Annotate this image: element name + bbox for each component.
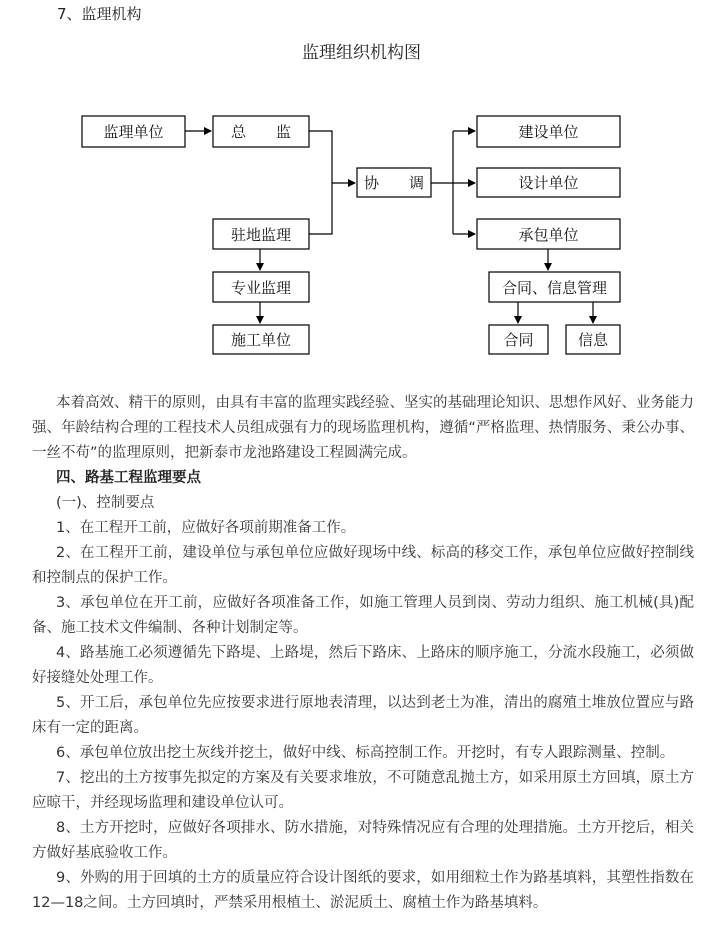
body-paragraph: 7、挖出的土方按事先拟定的方案及有关要求堆放，不可随意乱抛土方，如采用原土方回填，原土方应晾干，并经现场监理和建设单位认可。 xyxy=(32,770,694,811)
svg-text:协 调: 协 调 xyxy=(363,174,425,192)
svg-text:专业监理: 专业监理 xyxy=(230,279,292,297)
body-paragraph: 8、土方开挖时，应做好各项排水、防水措施，对特殊情况应有合理的处理措施。土方开挖后，相关方做好基底验收工作。 xyxy=(32,820,694,861)
node-coordinate xyxy=(357,168,431,197)
body-paragraph: 5、开工后，承包单位先应按要求进行原地表清理，以达到老土为准，清出的腐殖土堆放位置应与路床有一定的距离。 xyxy=(32,695,694,736)
node-specialist xyxy=(213,272,309,302)
svg-text:施工单位: 施工单位 xyxy=(230,331,292,349)
body-paragraph: 9、外购的用于回填的土方的质量应符合设计图纸的要求，如用细粒土作为路基填料，其塑性指数在12—18之间。土方回填时，严禁采用根植土、淤泥质土、腐植土作为路基填料。 xyxy=(32,870,694,911)
svg-text:驻地监理: 驻地监理 xyxy=(230,226,292,244)
svg-text:合同、信息管理: 合同、信息管理 xyxy=(501,279,608,297)
section-heading-paragraph: 四、路基工程监理要点 xyxy=(56,470,201,486)
connector-chief-resident xyxy=(309,131,332,234)
org-chart xyxy=(0,0,723,380)
body-paragraph: 本着高效、精干的原则，由具有丰富的监理实践经验、坚实的基础理论知识、思想作风好、业务能力强、年龄结构合理的工程技术人员组成强有力的现场监理机构，遵循“严格监理、热情服务、秉公办事、一丝不苟”的监理原则，把新泰市龙池路建设工程圆满完成。 xyxy=(32,395,694,461)
node-info xyxy=(566,325,620,354)
section-heading: 7、监理机构 xyxy=(57,5,142,23)
svg-text:信息: 信息 xyxy=(577,331,609,349)
svg-text:总 监: 总 监 xyxy=(230,123,292,141)
node-contract-info xyxy=(489,272,620,302)
svg-text:合同: 合同 xyxy=(503,331,534,349)
node-contract xyxy=(489,325,548,354)
body-paragraph: 4、路基施工必须遵循先下路堤、上路堤，然后下路床、上路床的顺序施工，分流水段施工，必须做好接缝处处理工作。 xyxy=(32,645,694,686)
node-chief xyxy=(213,116,309,147)
body-paragraph: 6、承包单位放出挖土灰线并挖土，做好中线、标高控制工作。开挖时，有专人跟踪测量、控制。 xyxy=(56,745,675,761)
body-paragraph: (一)、控制要点 xyxy=(56,495,155,511)
svg-text:承包单位: 承包单位 xyxy=(518,226,579,244)
svg-text:设计单位: 设计单位 xyxy=(518,174,579,192)
node-resident xyxy=(213,219,309,249)
node-designer xyxy=(477,168,620,197)
svg-text:建设单位: 建设单位 xyxy=(518,123,579,141)
body-paragraph: 1、在工程开工前，应做好各项前期准备工作。 xyxy=(56,520,356,536)
node-supervision-unit xyxy=(82,116,185,147)
node-contractor xyxy=(477,219,620,249)
body-text xyxy=(32,391,694,916)
body-paragraph: 3、承包单位在开工前，应做好各项准备工作，如施工管理人员到岗、劳动力组织、施工机械(具)配备、施工技术文件编制、各种计划制定等。 xyxy=(32,595,694,636)
body-paragraph: 2、在工程开工前，建设单位与承包单位应做好现场中线、标高的移交工作，承包单位应做好控制线和控制点的保护工作。 xyxy=(32,545,694,586)
svg-text:监理单位: 监理单位 xyxy=(103,123,164,141)
node-owner xyxy=(477,116,620,147)
org-chart-title: 监理组织机构图 xyxy=(302,43,421,63)
node-construction xyxy=(213,325,309,354)
